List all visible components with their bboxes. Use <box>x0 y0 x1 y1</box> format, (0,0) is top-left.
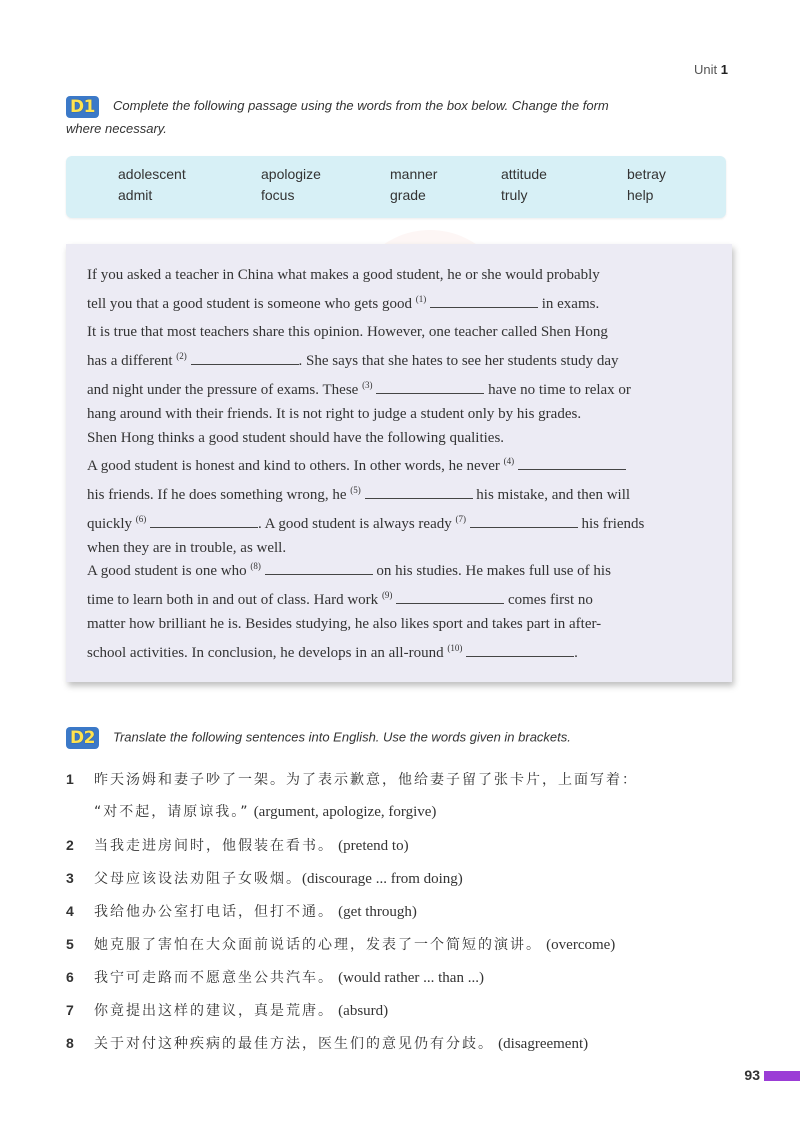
blank-number: (2) <box>176 351 187 361</box>
word-item: admit <box>118 187 153 203</box>
blank-number: (10) <box>447 643 463 653</box>
page-number: 93 <box>744 1067 760 1083</box>
translation-item-4: 4 我给他办公室打电话，但打不通。 (get through) <box>66 903 417 920</box>
page-accent-bar <box>764 1071 800 1081</box>
blank-5[interactable] <box>365 485 473 499</box>
translation-item-6: 6 我宁可走路而不愿意坐公共汽车。 (would rather ... than ...) <box>66 969 484 986</box>
passage-paragraph-1: If you asked a teacher in China what makes a good student, he or she would probably tell you that a good student is someone who gets good $^{(1)}$ in exams. <box>87 267 600 312</box>
translation-item-1: 1 昨天汤姆和妻子吵了一架。为了表示歉意，他给妻子留了张卡片，上面写着： <box>66 771 638 788</box>
blank-4[interactable] <box>518 456 626 470</box>
blank-7[interactable] <box>470 514 578 528</box>
blank-number: (7) <box>455 514 466 524</box>
word-item: grade <box>390 187 426 203</box>
blank-9[interactable] <box>396 590 504 604</box>
passage-paragraph-3: A good student is honest and kind to others. In other words, he never $^{(4)}$ his friends. If he does something wrong, he $^{(5)}$ his mistake, and then will quickly $^{(6)}$ . A good student is always ready $^{(7)}$ his friends when they are in trouble, as well. <box>87 456 645 556</box>
blank-2[interactable] <box>191 351 299 365</box>
d2-instruction: D2 Translate the following sentences into English. Use the words given in brackets. <box>66 727 571 749</box>
blank-number: (8) <box>250 561 261 571</box>
blank-8[interactable] <box>265 561 373 575</box>
blank-number: (6) <box>135 514 147 524</box>
blank-number: (1) <box>415 294 427 304</box>
d2-badge: D2 <box>66 727 99 749</box>
blank-number: (3) <box>362 380 373 390</box>
word-item: apologize <box>261 166 321 182</box>
passage-paragraph-4: A good student is one who $^{(8)}$ on his studies. He makes full use of his time to learn both in and out of class. Hard work $^{(9)}$ comes first no matter how brilliant he is. Besides studying, he also likes sport and takes part in after- school activities. In conclusion, he develops in an all-round $^{(10)}$ . <box>87 561 611 661</box>
translation-item-7: 7 你竟提出这样的建议，真是荒唐。 (absurd) <box>66 1002 389 1019</box>
translation-item-3: 3 父母应该设法劝阻子女吸烟。(discourage ... from doing) <box>66 870 463 887</box>
word-item: truly <box>501 187 528 203</box>
word-item: betray <box>627 166 666 182</box>
word-item: focus <box>261 187 295 203</box>
translation-item-1-cont: “对不起，请原谅我。” (argument, apologize, forgive) <box>94 804 437 820</box>
word-item: adolescent <box>118 166 186 182</box>
word-item: manner <box>390 166 438 182</box>
passage-box <box>66 244 732 682</box>
blank-number: (4) <box>503 456 515 466</box>
blank-1[interactable] <box>430 294 538 308</box>
blank-10[interactable] <box>466 643 574 657</box>
blank-number: (9) <box>381 590 393 600</box>
d1-badge: D1 <box>66 96 99 118</box>
word-box <box>66 156 726 218</box>
unit-label: Unit 1 <box>694 62 728 77</box>
translation-item-5: 5 她克服了害怕在大众面前说话的心理，发表了一个简短的演讲。 (overcome) <box>66 936 616 953</box>
blank-6[interactable] <box>150 514 258 528</box>
translation-item-8: 8 关于对付这种疾病的最佳方法，医生们的意见仍有分歧。 (disagreement) <box>66 1035 589 1052</box>
word-item: help <box>627 187 654 203</box>
translation-item-2: 2 当我走进房间时，他假装在看书。 (pretend to) <box>66 837 409 854</box>
blank-3[interactable] <box>376 380 484 394</box>
d1-instruction: D1 Complete the following passage using the words from the box below. Change the form where necessary. <box>66 96 609 136</box>
word-item: attitude <box>501 166 547 182</box>
passage-paragraph-2: It is true that most teachers share this opinion. However, one teacher called Shen Hong has a different $^{(2)}$ . She says that she hates to see her students study day and night under the pressure of exams. These $^{(3)}$ have no time to relax or hang around with their friends. It is not right to judge a student only by his grades. Shen Hong thinks a good student should have the following qualities. <box>87 324 631 446</box>
blank-number: (5) <box>350 485 361 495</box>
